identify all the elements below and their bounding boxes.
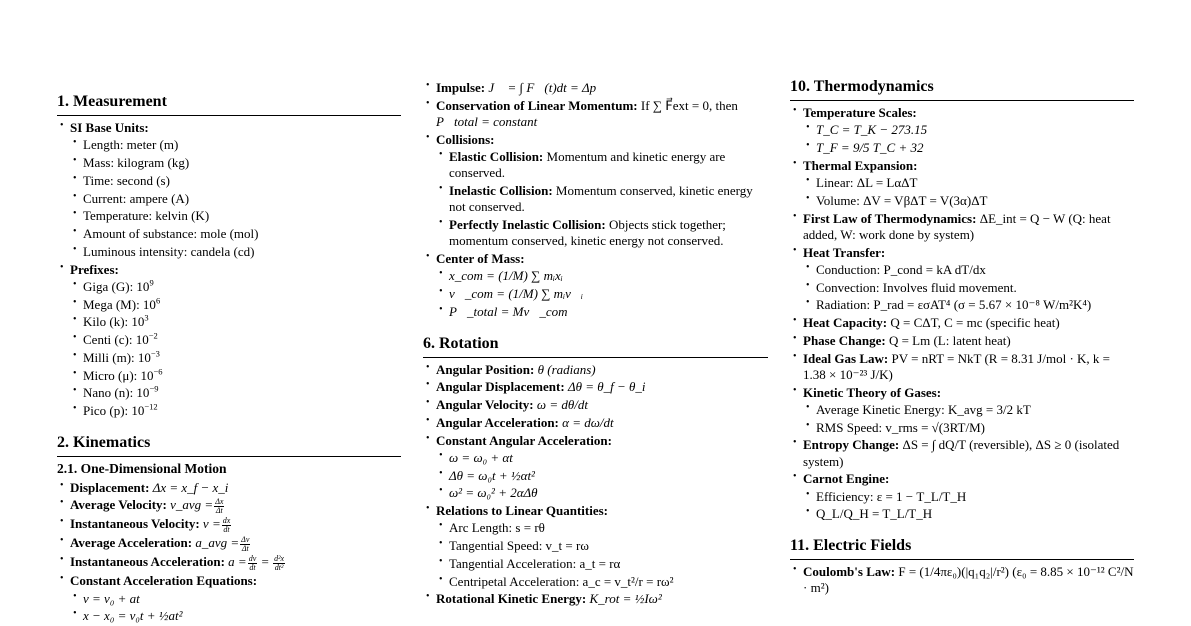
- relations-list: [436, 520, 768, 590]
- coulomb-label: Coulomb's Law:: [803, 564, 896, 579]
- numerator: dx: [222, 515, 231, 525]
- prefixes-label: Prefixes:: [70, 261, 119, 277]
- prefix-name: Nano (n): 10: [83, 385, 150, 401]
- collision-type: Elastic Collision:: [449, 149, 544, 164]
- list-item: [70, 368, 401, 384]
- section-title-kinematics: 2. Kinematics: [57, 433, 401, 457]
- prefix-exp: −6: [153, 366, 163, 377]
- equation: Δx = x_f − x_i: [152, 479, 229, 495]
- prefix-name: Pico (p): 10: [83, 403, 145, 418]
- list-item: [57, 480, 401, 496]
- numerator: d²x: [274, 553, 285, 563]
- list-item: [57, 516, 401, 534]
- expansion-list: [803, 175, 1134, 209]
- collisions-list: [436, 149, 768, 250]
- spacer: [790, 524, 1134, 536]
- list-item: • Tangential Speed: v_t = rω: [436, 538, 768, 554]
- inst-velocity-label: Instantaneous Velocity:: [70, 516, 200, 532]
- avg-velocity-label: Average Velocity:: [70, 497, 167, 513]
- list-item: [70, 314, 401, 330]
- list-item: [57, 573, 401, 624]
- equals-sign: =: [261, 554, 269, 570]
- list-item: [423, 379, 768, 395]
- denominator: Δt: [241, 543, 249, 553]
- numerator: Δx: [215, 496, 224, 506]
- heat-transfer-label: Heat Transfer:: [803, 244, 886, 260]
- prefix-name: Mega (M): 10: [83, 296, 156, 312]
- prefix-exp: 9: [149, 277, 154, 288]
- list-item: [423, 433, 768, 502]
- numerator: dv: [248, 553, 257, 563]
- equation: a_avg =: [195, 535, 240, 551]
- list-item: [70, 350, 401, 366]
- fraction: [248, 555, 258, 572]
- rotation-label: Angular Velocity:: [436, 397, 534, 412]
- list-item: [70, 297, 401, 313]
- list-item: [436, 149, 768, 182]
- collision-type: Inelastic Collision:: [449, 183, 553, 198]
- fraction: [214, 498, 224, 515]
- list-item: • Current: ampere (A): [70, 191, 401, 207]
- const-acc-label: Constant Acceleration Equations:: [70, 573, 258, 589]
- collision-type: Perfectly Inelastic Collision:: [449, 217, 606, 232]
- measurement-list: [57, 120, 401, 419]
- temp-scales-label: Temperature Scales:: [803, 105, 917, 120]
- list-item: • Amount of substance: mole (mol): [70, 226, 401, 242]
- expansion-label: Thermal Expansion:: [803, 157, 918, 173]
- column-2: [423, 80, 768, 609]
- spacer: [57, 421, 401, 433]
- list-item: • ω = ω₀ + αt: [436, 450, 768, 466]
- prefix-name: Micro (μ): 10: [83, 367, 154, 383]
- list-item: • Q_L/Q_H = T_L/T_H: [803, 506, 1134, 522]
- prefix-name: Centi (c): 10: [83, 332, 149, 347]
- section-title-rotation: 6. Rotation: [423, 334, 768, 358]
- list-item: [57, 120, 401, 260]
- list-item: [70, 279, 401, 295]
- kinematics-list: [57, 480, 401, 625]
- list-item: • RMS Speed: v_rms = √(3RT/M): [803, 420, 1134, 436]
- equation: PV = nRT = NkT (R = 8.31 J/mol · K, k = 1.38 × 10⁻²³ J/K): [803, 350, 1110, 382]
- list-item: • Mass: kilogram (kg): [70, 155, 401, 171]
- const-angular-list: [436, 450, 768, 502]
- list-item: • x_com = (1/M) ∑ mᵢxᵢ: [436, 268, 768, 284]
- list-item: • Convection: Involves fluid movement.: [803, 280, 1134, 296]
- list-item: [70, 403, 401, 419]
- efields-list: [790, 564, 1134, 597]
- list-item: [423, 362, 768, 378]
- list-item: [790, 333, 1134, 349]
- list-item: • Average Kinetic Energy: K_avg = 3/2 kT: [803, 402, 1134, 418]
- denominator: dt: [249, 562, 256, 572]
- list-item: • v⃗_com = (1/M) ∑ mᵢv⃗ᵢ: [436, 286, 768, 302]
- list-item: [790, 105, 1134, 156]
- list-item: [790, 385, 1134, 436]
- first-law-label: First Law of Thermodynamics:: [803, 210, 977, 226]
- list-item: [423, 397, 768, 413]
- list-item: • Linear: ΔL = LαΔT: [803, 175, 1134, 191]
- prefix-name: Giga (G): 10: [83, 278, 150, 294]
- displacement-label: Displacement:: [70, 479, 150, 495]
- prefix-exp: −2: [148, 330, 158, 341]
- list-item: • Centripetal Acceleration: a_c = v_t²/r = rω²: [436, 574, 768, 590]
- const-angular-label: Constant Angular Acceleration:: [436, 432, 612, 448]
- list-item: • Temperature: kelvin (K): [70, 208, 401, 224]
- const-acc-list: [70, 591, 401, 625]
- list-item: • T_F = 9/5 T_C + 32: [803, 140, 1134, 156]
- list-item: • T_C = T_K − 273.15: [803, 122, 1134, 138]
- list-item: • Efficiency: ε = 1 − T_L/T_H: [803, 489, 1134, 505]
- si-units-list: [70, 137, 401, 260]
- relations-label: Relations to Linear Quantities:: [436, 503, 609, 518]
- list-item: • Volume: ΔV = VβΔT = V(3α)ΔT: [803, 193, 1134, 209]
- numerator: Δv: [241, 534, 250, 544]
- list-item: • Luminous intensity: candela (cd): [70, 244, 401, 260]
- equation: v_avg =: [170, 497, 214, 513]
- heat-transfer-list: [803, 262, 1134, 314]
- rotation-label: Angular Position:: [436, 361, 535, 377]
- equation: ΔS = ∫ dQ/T (reversible), ΔS ≥ 0 (isolated system): [803, 437, 1120, 469]
- list-item: [423, 80, 768, 96]
- kinetic-theory-label: Kinetic Theory of Gases:: [803, 384, 942, 400]
- prefix-exp: 3: [144, 312, 149, 323]
- list-item: [423, 503, 768, 590]
- list-item: [70, 385, 401, 401]
- carnot-label: Carnot Engine:: [803, 471, 890, 487]
- equation: F = (1/4πε₀)(|q₁q₂|/r²) (ε₀ = 8.85 × 10⁻¹² C²/N · m²): [803, 564, 1134, 596]
- momentum-list: [423, 80, 768, 320]
- section-title-measurement: 1. Measurement: [57, 92, 401, 116]
- ideal-gas-label: Ideal Gas Law:: [803, 350, 889, 366]
- column-3: [790, 77, 1134, 598]
- spacer: [423, 322, 768, 334]
- section-title-electric-fields: 11. Electric Fields: [790, 536, 1134, 560]
- list-item: [70, 332, 401, 348]
- phase-change-label: Phase Change:: [803, 332, 886, 348]
- denominator: dt: [223, 524, 230, 534]
- rotation-label: Angular Acceleration:: [436, 414, 559, 430]
- fraction: [222, 517, 232, 534]
- equation: P⃗total = constant: [436, 114, 538, 129]
- list-item: [423, 132, 768, 250]
- rotation-label: Angular Displacement:: [436, 379, 565, 395]
- subsection-title: 2.1. One-Dimensional Motion: [57, 460, 227, 476]
- list-item: • Arc Length: s = rθ: [436, 520, 768, 536]
- list-item: • Length: meter (m): [70, 137, 401, 153]
- list-item: • v = v₀ + at: [70, 591, 401, 607]
- thermo-list: [790, 105, 1134, 523]
- equation: v =: [202, 516, 221, 532]
- list-item: [57, 497, 401, 515]
- list-item: [57, 262, 401, 420]
- list-item: [57, 554, 401, 572]
- com-list: [436, 268, 768, 320]
- list-item: [790, 471, 1134, 522]
- equation: Q = Lm (L: latent heat): [888, 332, 1011, 348]
- list-item: [790, 245, 1134, 314]
- equation: J⃗ = ∫ F⃗(t)dt = Δp⃗: [488, 80, 607, 95]
- list-item: [423, 591, 768, 607]
- prefix-exp: −3: [150, 348, 160, 359]
- denominator: Δt: [215, 505, 223, 515]
- list-item: • Δθ = ω₀t + ½αt²: [436, 468, 768, 484]
- column-1: [57, 92, 401, 626]
- list-item: • Conduction: P_cond = kA dT/dx: [803, 262, 1134, 278]
- heat-capacity-label: Heat Capacity:: [803, 315, 888, 330]
- carnot-list: [803, 489, 1134, 523]
- rotation-list: [423, 362, 768, 608]
- section-title-thermodynamics: 10. Thermodynamics: [790, 77, 1134, 101]
- fraction: [240, 536, 250, 553]
- list-item: [790, 158, 1134, 209]
- list-item: • ω² = ω₀² + 2αΔθ: [436, 485, 768, 501]
- rke-label: Rotational Kinetic Energy:: [436, 591, 587, 607]
- equation: ω = dθ/dt: [536, 397, 588, 412]
- prefix-exp: −9: [149, 383, 159, 394]
- list-item: • P⃗_total = Mv⃗_com: [436, 304, 768, 320]
- collision-desc: Objects stick together; momentum conserved, kinetic energy not conserved.: [449, 217, 726, 249]
- prefix-exp: −12: [144, 401, 158, 412]
- equation: ΔE_int = Q − W (Q: heat added, W: work done by system): [803, 210, 1111, 242]
- list-item: [423, 98, 768, 131]
- impulse-label: Impulse:: [436, 80, 486, 95]
- list-item: [57, 535, 401, 553]
- list-item: [790, 211, 1134, 244]
- list-item: [436, 217, 768, 250]
- conservation-label: Conservation of Linear Momentum:: [436, 97, 638, 113]
- list-item: [790, 315, 1134, 331]
- kinetic-theory-list: [803, 402, 1134, 436]
- equation: a =: [228, 554, 247, 570]
- list-item: • x − x₀ = v₀t + ½at²: [70, 608, 401, 624]
- list-item: [790, 437, 1134, 470]
- equation: θ (radians): [537, 361, 596, 377]
- prefix-name: Milli (m): 10: [83, 349, 151, 365]
- collision-desc: Momentum and kinetic energy are conserved.: [449, 149, 726, 181]
- equation: K_rot = ½Iω²: [589, 591, 662, 607]
- list-item: [790, 351, 1134, 384]
- collision-desc: Momentum conserved, kinetic energy not conserved.: [449, 183, 753, 215]
- list-item: • Tangential Acceleration: a_t = rα: [436, 556, 768, 572]
- equation: Δθ = θ_f − θ_i: [567, 379, 646, 395]
- avg-acceleration-label: Average Acceleration:: [70, 535, 193, 551]
- temp-list: [803, 122, 1134, 156]
- equation: α = dω/dt: [562, 414, 614, 430]
- equation: If ∑ F⃗ext = 0, then: [640, 97, 738, 113]
- list-item: • Radiation: P_rad = εσAT⁴ (σ = 5.67 × 10⁻⁸ W/m²K⁴): [803, 297, 1134, 313]
- denominator: dt²: [274, 562, 284, 572]
- equation: Q = CΔT, C = mc (specific heat): [890, 315, 1060, 330]
- list-item: [790, 564, 1134, 597]
- list-item: [436, 183, 768, 216]
- si-units-label: SI Base Units:: [70, 120, 149, 135]
- list-item: • Time: second (s): [70, 173, 401, 189]
- prefix-exp: 6: [155, 295, 161, 306]
- entropy-label: Entropy Change:: [803, 437, 900, 453]
- list-item: [423, 251, 768, 320]
- collisions-label: Collisions:: [436, 131, 495, 147]
- prefix-name: Kilo (k): 10: [83, 314, 145, 330]
- prefix-list: [70, 279, 401, 420]
- inst-acceleration-label: Instantaneous Acceleration:: [70, 554, 225, 570]
- fraction: [273, 555, 285, 572]
- list-item: [423, 415, 768, 431]
- com-label: Center of Mass:: [436, 251, 525, 266]
